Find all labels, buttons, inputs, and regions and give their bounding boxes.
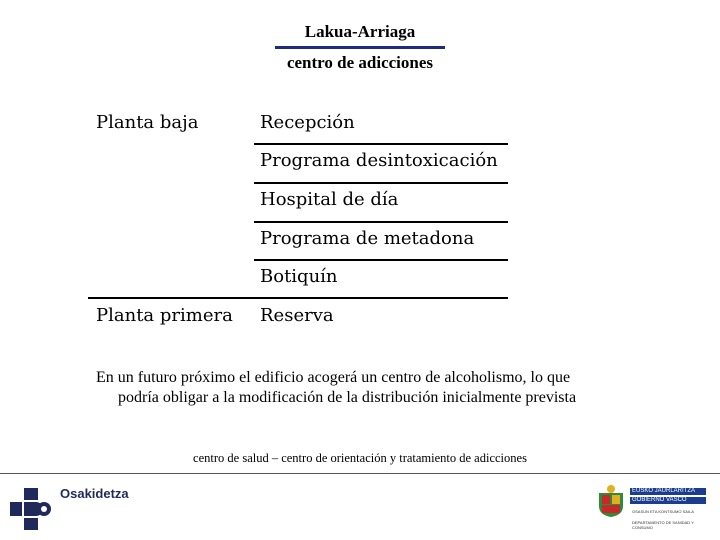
- future-note: [96, 368, 656, 408]
- gov-name-basque: EUSKO JAURLARITZA: [630, 488, 706, 495]
- future-note-line1: En un futuro próximo el edificio acogerá un centro de alcoholismo, lo que: [96, 369, 571, 386]
- room-divider: [254, 182, 508, 184]
- room-reserve: Reserva: [260, 305, 334, 326]
- room-divider: [254, 259, 508, 261]
- osakidetza-logo-text: Osakidetza: [60, 486, 129, 501]
- room-day-hospital: Hospital de día: [260, 189, 399, 210]
- basque-government-logo: [596, 482, 712, 532]
- gov-name-spanish: GOBIERNO VASCO: [630, 497, 706, 504]
- gov-department-basque: OSASUN ETA KONTSUMO SAILA: [632, 509, 694, 514]
- room-detox-program: Programa desintoxicación: [260, 150, 498, 171]
- room-divider: [254, 221, 508, 223]
- page-subtitle: centro de adicciones: [286, 53, 434, 72]
- title-underline: [275, 46, 445, 49]
- footer-caption: centro de salud – centro de orientación y tratamiento de adicciones: [193, 451, 527, 465]
- room-methadone-program: Programa de metadona: [260, 228, 475, 249]
- floor-label-first: Planta primera: [96, 305, 233, 326]
- floor-divider: [88, 297, 508, 299]
- floor-label-ground: Planta baja: [96, 112, 199, 133]
- osakidetza-logo-icon: [10, 488, 52, 530]
- gov-department-spanish: DEPARTAMENTO DE SANIDAD Y CONSUMO: [632, 520, 694, 530]
- room-pharmacy: Botiquín: [260, 266, 338, 287]
- coat-of-arms-icon: [596, 484, 626, 518]
- room-divider: [254, 143, 508, 145]
- footer-divider: [0, 473, 720, 474]
- future-note-line2: podría obligar a la modificación de la distribución inicialmente prevista: [118, 389, 577, 406]
- page-title: Lakua-Arriaga: [304, 22, 416, 41]
- room-reception: Recepción: [260, 112, 355, 133]
